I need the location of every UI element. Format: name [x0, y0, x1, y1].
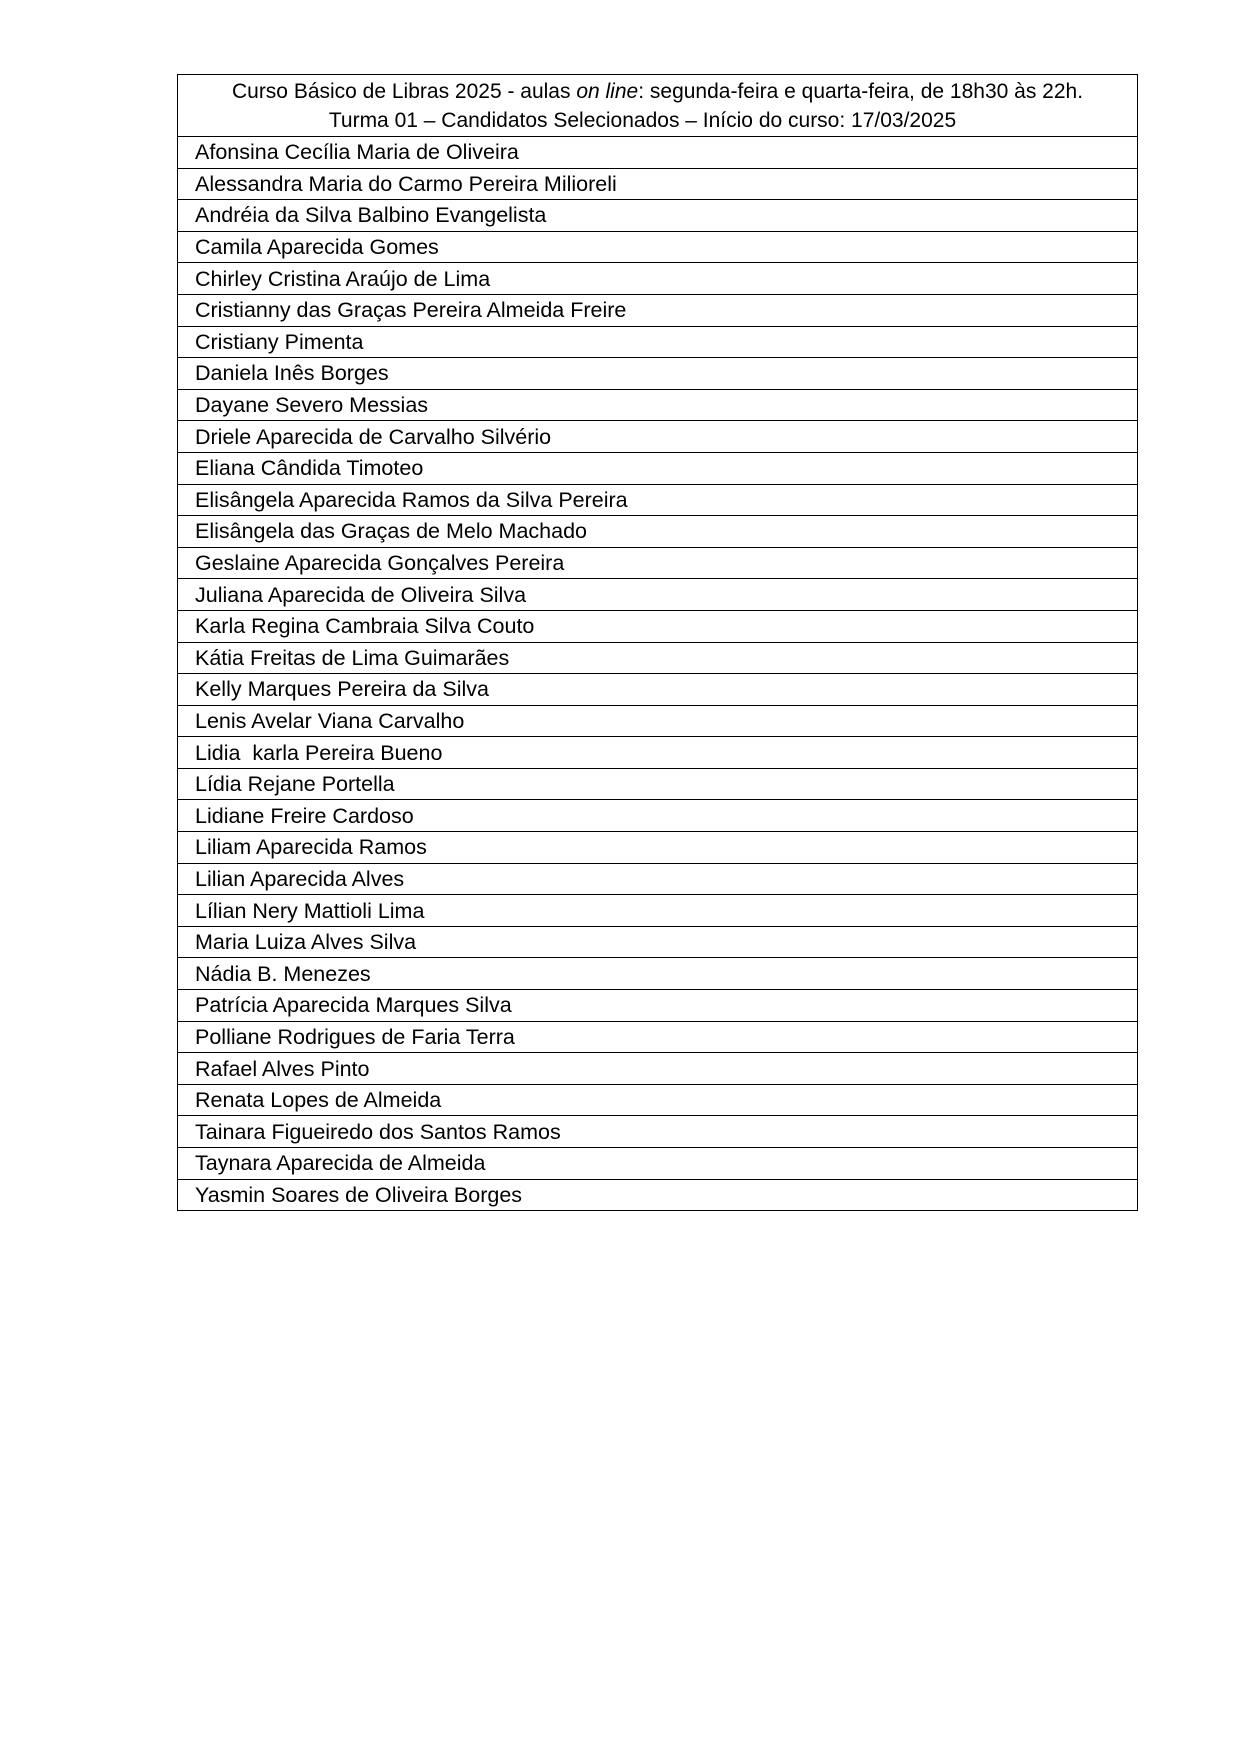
- table-row: [178, 168, 1138, 200]
- table-row: [178, 737, 1138, 769]
- candidate-name: Kelly Marques Pereira da Silva: [178, 674, 1138, 706]
- candidate-name: Juliana Aparecida de Oliveira Silva: [178, 579, 1138, 611]
- table-row: [178, 926, 1138, 958]
- table-row: [178, 642, 1138, 674]
- candidate-name: Rafael Alves Pinto: [178, 1053, 1138, 1085]
- candidate-name: Nádia B. Menezes: [178, 958, 1138, 990]
- candidate-name: Driele Aparecida de Carvalho Silvério: [178, 421, 1138, 453]
- table-header-row: [178, 75, 1138, 137]
- table-row: [178, 200, 1138, 232]
- candidate-name: Camila Aparecida Gomes: [178, 231, 1138, 263]
- candidate-name: Eliana Cândida Timoteo: [178, 452, 1138, 484]
- course-schedule-text: : segunda-feira e quarta-feira, de 18h30 às 22h.: [638, 79, 1084, 103]
- table-row: [178, 1148, 1138, 1180]
- candidate-name: Afonsina Cecília Maria de Oliveira: [178, 137, 1138, 169]
- course-mode-italic: on line: [576, 79, 639, 103]
- candidate-name: Cristiany Pimenta: [178, 326, 1138, 358]
- table-row: [178, 990, 1138, 1022]
- candidate-name: Lílian Nery Mattioli Lima: [178, 895, 1138, 927]
- table-row: [178, 547, 1138, 579]
- table-row: [178, 674, 1138, 706]
- class-info-line: Turma 01 – Candidatos Selecionados – Início do curso: 17/03/2025: [328, 108, 957, 132]
- table-row: [178, 1084, 1138, 1116]
- candidate-name: Dayane Severo Messias: [178, 389, 1138, 421]
- candidate-name: Kátia Freitas de Lima Guimarães: [178, 642, 1138, 674]
- table-row: [178, 484, 1138, 516]
- table-row: [178, 832, 1138, 864]
- course-description-text: Curso Básico de Libras 2025 - aulas: [231, 79, 577, 103]
- table-row: [178, 389, 1138, 421]
- table-row: [178, 1053, 1138, 1085]
- table-row: [178, 895, 1138, 927]
- candidate-name: Renata Lopes de Almeida: [178, 1084, 1138, 1116]
- candidate-name: Chirley Cristina Araújo de Lima: [178, 263, 1138, 295]
- candidate-name: Lídia Rejane Portella: [178, 768, 1138, 800]
- candidate-name: Maria Luiza Alves Silva: [178, 926, 1138, 958]
- table-row: [178, 800, 1138, 832]
- table-row: [178, 958, 1138, 990]
- candidate-name: Liliam Aparecida Ramos: [178, 832, 1138, 864]
- candidate-name: Andréia da Silva Balbino Evangelista: [178, 200, 1138, 232]
- selected-candidates-table: [177, 74, 1138, 1211]
- table-row: [178, 137, 1138, 169]
- table-row: [178, 421, 1138, 453]
- table-row: [178, 1021, 1138, 1053]
- table-row: [178, 610, 1138, 642]
- table-row: [178, 263, 1138, 295]
- table-row: [178, 231, 1138, 263]
- candidate-name: Lidia karla Pereira Bueno: [178, 737, 1138, 769]
- candidate-name: Polliane Rodrigues de Faria Terra: [178, 1021, 1138, 1053]
- candidate-name: Daniela Inês Borges: [178, 358, 1138, 390]
- candidate-name: Patrícia Aparecida Marques Silva: [178, 990, 1138, 1022]
- table-row: [178, 863, 1138, 895]
- course-description-line: [178, 77, 1137, 106]
- candidate-name: Elisângela das Graças de Melo Machado: [178, 516, 1138, 548]
- table-header-cell: [178, 75, 1138, 137]
- table-row: [178, 579, 1138, 611]
- candidate-name: Yasmin Soares de Oliveira Borges: [178, 1179, 1138, 1211]
- table-row: [178, 294, 1138, 326]
- candidate-name: Lidiane Freire Cardoso: [178, 800, 1138, 832]
- table-row: [178, 1179, 1138, 1211]
- candidate-name: Tainara Figueiredo dos Santos Ramos: [178, 1116, 1138, 1148]
- candidate-name: Elisângela Aparecida Ramos da Silva Pereira: [178, 484, 1138, 516]
- table-row: [178, 768, 1138, 800]
- candidate-name: Taynara Aparecida de Almeida: [178, 1148, 1138, 1180]
- table-row: [178, 1116, 1138, 1148]
- candidate-name: Geslaine Aparecida Gonçalves Pereira: [178, 547, 1138, 579]
- candidate-name: Karla Regina Cambraia Silva Couto: [178, 610, 1138, 642]
- candidate-name: Cristianny das Graças Pereira Almeida Freire: [178, 294, 1138, 326]
- table-row: [178, 358, 1138, 390]
- table-row: [178, 705, 1138, 737]
- candidate-name: Lilian Aparecida Alves: [178, 863, 1138, 895]
- table-row: [178, 516, 1138, 548]
- candidate-name: Alessandra Maria do Carmo Pereira Milioreli: [178, 168, 1138, 200]
- table-row: [178, 326, 1138, 358]
- table-row: [178, 452, 1138, 484]
- candidate-name: Lenis Avelar Viana Carvalho: [178, 705, 1138, 737]
